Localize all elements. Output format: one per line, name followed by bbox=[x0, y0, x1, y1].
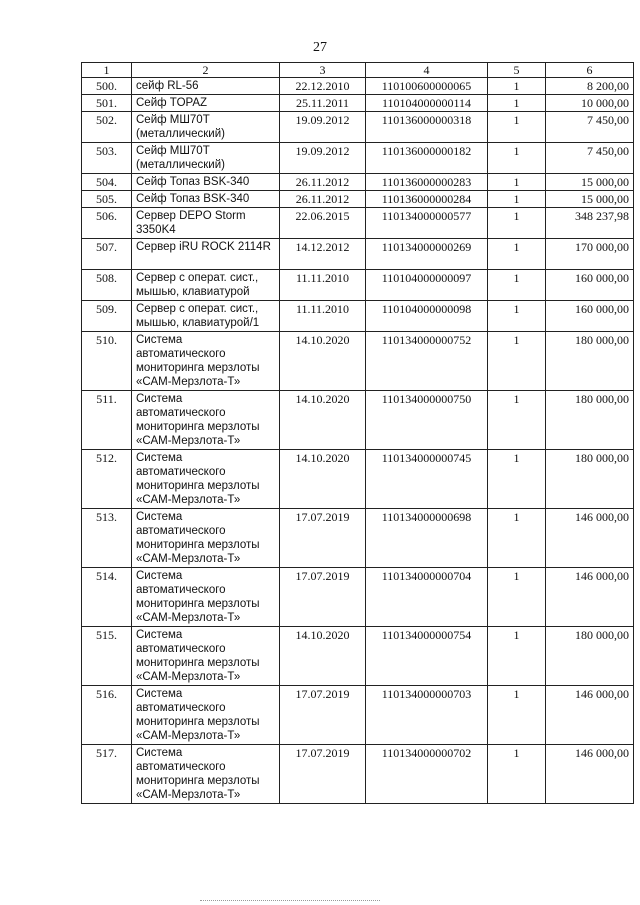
cost: 348 237,98 bbox=[546, 208, 634, 239]
acquisition-date: 25.11.2011 bbox=[280, 95, 366, 112]
quantity: 1 bbox=[488, 332, 546, 391]
header-col-5: 5 bbox=[488, 63, 546, 78]
row-number: 502. bbox=[82, 112, 132, 143]
header-col-1: 1 bbox=[82, 63, 132, 78]
item-name: Сервер DEPO Storm 3350K4 bbox=[132, 208, 280, 239]
item-name: Система автоматического мониторинга мерзлоты «САМ-Мерзлота-Т» bbox=[132, 450, 280, 509]
table-row bbox=[82, 95, 634, 112]
cost: 180 000,00 bbox=[546, 450, 634, 509]
acquisition-date: 22.06.2015 bbox=[280, 208, 366, 239]
table-row bbox=[82, 568, 634, 627]
item-name: сейф RL-56 bbox=[132, 78, 280, 95]
acquisition-date: 26.11.2012 bbox=[280, 191, 366, 208]
quantity: 1 bbox=[488, 509, 546, 568]
inventory-number: 110134000000750 bbox=[366, 391, 488, 450]
table-row bbox=[82, 450, 634, 509]
row-number: 510. bbox=[82, 332, 132, 391]
quantity: 1 bbox=[488, 208, 546, 239]
inventory-number: 110104000000098 bbox=[366, 301, 488, 332]
table-row bbox=[82, 143, 634, 174]
item-name: Система автоматического мониторинга мерзлоты «САМ-Мерзлота-Т» bbox=[132, 568, 280, 627]
item-name: Сервер с операт. сист., мышью, клавиатурой bbox=[132, 270, 280, 301]
acquisition-date: 17.07.2019 bbox=[280, 686, 366, 745]
quantity: 1 bbox=[488, 301, 546, 332]
inventory-number: 110104000000114 bbox=[366, 95, 488, 112]
cost: 15 000,00 bbox=[546, 191, 634, 208]
inventory-number: 110134000000704 bbox=[366, 568, 488, 627]
inventory-number: 110134000000754 bbox=[366, 627, 488, 686]
cost: 180 000,00 bbox=[546, 391, 634, 450]
cost: 170 000,00 bbox=[546, 239, 634, 270]
item-name: Система автоматического мониторинга мерзлоты «САМ-Мерзлота-Т» bbox=[132, 686, 280, 745]
inventory-number: 110134000000745 bbox=[366, 450, 488, 509]
cost: 15 000,00 bbox=[546, 174, 634, 191]
item-name: Сейф Топаз BSK-340 bbox=[132, 191, 280, 208]
row-number: 511. bbox=[82, 391, 132, 450]
item-name: Система автоматического мониторинга мерзлоты «САМ-Мерзлота-Т» bbox=[132, 332, 280, 391]
inventory-number: 110134000000752 bbox=[366, 332, 488, 391]
cost: 146 000,00 bbox=[546, 686, 634, 745]
row-number: 504. bbox=[82, 174, 132, 191]
row-number: 513. bbox=[82, 509, 132, 568]
table-row bbox=[82, 191, 634, 208]
row-number: 505. bbox=[82, 191, 132, 208]
quantity: 1 bbox=[488, 112, 546, 143]
table-row bbox=[82, 332, 634, 391]
acquisition-date: 14.12.2012 bbox=[280, 239, 366, 270]
inventory-number: 110134000000702 bbox=[366, 745, 488, 804]
page-number: 27 bbox=[313, 40, 327, 55]
acquisition-date: 22.12.2010 bbox=[280, 78, 366, 95]
acquisition-date: 17.07.2019 bbox=[280, 745, 366, 804]
acquisition-date: 14.10.2020 bbox=[280, 391, 366, 450]
cost: 8 200,00 bbox=[546, 78, 634, 95]
cost: 146 000,00 bbox=[546, 745, 634, 804]
cost: 180 000,00 bbox=[546, 627, 634, 686]
inventory-number: 110136000000283 bbox=[366, 174, 488, 191]
acquisition-date: 19.09.2012 bbox=[280, 112, 366, 143]
item-name: Сейф TOPAZ bbox=[132, 95, 280, 112]
table-row bbox=[82, 174, 634, 191]
table-row bbox=[82, 78, 634, 95]
row-number: 517. bbox=[82, 745, 132, 804]
row-number: 515. bbox=[82, 627, 132, 686]
item-name: Система автоматического мониторинга мерзлоты «САМ-Мерзлота-Т» bbox=[132, 509, 280, 568]
header-col-4: 4 bbox=[366, 63, 488, 78]
row-number: 512. bbox=[82, 450, 132, 509]
row-number: 514. bbox=[82, 568, 132, 627]
quantity: 1 bbox=[488, 450, 546, 509]
quantity: 1 bbox=[488, 270, 546, 301]
quantity: 1 bbox=[488, 143, 546, 174]
inventory-number: 110134000000577 bbox=[366, 208, 488, 239]
item-name: Система автоматического мониторинга мерзлоты «САМ-Мерзлота-Т» bbox=[132, 391, 280, 450]
table-row bbox=[82, 301, 634, 332]
cost: 160 000,00 bbox=[546, 301, 634, 332]
inventory-number: 110104000000097 bbox=[366, 270, 488, 301]
row-number: 509. bbox=[82, 301, 132, 332]
table-row bbox=[82, 686, 634, 745]
row-number: 508. bbox=[82, 270, 132, 301]
inventory-number: 110134000000698 bbox=[366, 509, 488, 568]
row-number: 506. bbox=[82, 208, 132, 239]
row-number: 507. bbox=[82, 239, 132, 270]
header-col-3: 3 bbox=[280, 63, 366, 78]
asset-table bbox=[81, 62, 634, 804]
quantity: 1 bbox=[488, 627, 546, 686]
acquisition-date: 14.10.2020 bbox=[280, 450, 366, 509]
item-name: Сейф МШ70Т (металлический) bbox=[132, 143, 280, 174]
cost: 7 450,00 bbox=[546, 143, 634, 174]
row-number: 503. bbox=[82, 143, 132, 174]
inventory-number: 110134000000269 bbox=[366, 239, 488, 270]
footer-divider bbox=[200, 900, 380, 901]
row-number: 516. bbox=[82, 686, 132, 745]
inventory-number: 110136000000182 bbox=[366, 143, 488, 174]
item-name: Сейф МШ70Т (металлический) bbox=[132, 112, 280, 143]
row-number: 500. bbox=[82, 78, 132, 95]
cost: 146 000,00 bbox=[546, 509, 634, 568]
cost: 160 000,00 bbox=[546, 270, 634, 301]
table-row bbox=[82, 239, 634, 270]
item-name: Система автоматического мониторинга мерзлоты «САМ-Мерзлота-Т» bbox=[132, 745, 280, 804]
row-number: 501. bbox=[82, 95, 132, 112]
header-col-6: 6 bbox=[546, 63, 634, 78]
quantity: 1 bbox=[488, 391, 546, 450]
table-row bbox=[82, 745, 634, 804]
quantity: 1 bbox=[488, 174, 546, 191]
acquisition-date: 11.11.2010 bbox=[280, 301, 366, 332]
quantity: 1 bbox=[488, 95, 546, 112]
inventory-number: 110134000000703 bbox=[366, 686, 488, 745]
table-row bbox=[82, 270, 634, 301]
table-row bbox=[82, 627, 634, 686]
acquisition-date: 14.10.2020 bbox=[280, 332, 366, 391]
item-name: Сейф Топаз BSK-340 bbox=[132, 174, 280, 191]
table-row bbox=[82, 112, 634, 143]
cost: 10 000,00 bbox=[546, 95, 634, 112]
acquisition-date: 14.10.2020 bbox=[280, 627, 366, 686]
quantity: 1 bbox=[488, 745, 546, 804]
header-col-2: 2 bbox=[132, 63, 280, 78]
quantity: 1 bbox=[488, 239, 546, 270]
quantity: 1 bbox=[488, 191, 546, 208]
table-row bbox=[82, 208, 634, 239]
inventory-number: 110136000000284 bbox=[366, 191, 488, 208]
item-name: Сервер с операт. сист., мышью, клавиатурой/1 bbox=[132, 301, 280, 332]
header-row bbox=[82, 63, 634, 78]
acquisition-date: 17.07.2019 bbox=[280, 568, 366, 627]
acquisition-date: 17.07.2019 bbox=[280, 509, 366, 568]
acquisition-date: 19.09.2012 bbox=[280, 143, 366, 174]
cost: 146 000,00 bbox=[546, 568, 634, 627]
inventory-number: 110100600000065 bbox=[366, 78, 488, 95]
cost: 7 450,00 bbox=[546, 112, 634, 143]
acquisition-date: 11.11.2010 bbox=[280, 270, 366, 301]
cost: 180 000,00 bbox=[546, 332, 634, 391]
acquisition-date: 26.11.2012 bbox=[280, 174, 366, 191]
quantity: 1 bbox=[488, 686, 546, 745]
quantity: 1 bbox=[488, 78, 546, 95]
inventory-number: 110136000000318 bbox=[366, 112, 488, 143]
table-row bbox=[82, 391, 634, 450]
item-name: Система автоматического мониторинга мерзлоты «САМ-Мерзлота-Т» bbox=[132, 627, 280, 686]
quantity: 1 bbox=[488, 568, 546, 627]
table-row bbox=[82, 509, 634, 568]
item-name: Сервер iRU ROCK 2114R bbox=[132, 239, 280, 270]
